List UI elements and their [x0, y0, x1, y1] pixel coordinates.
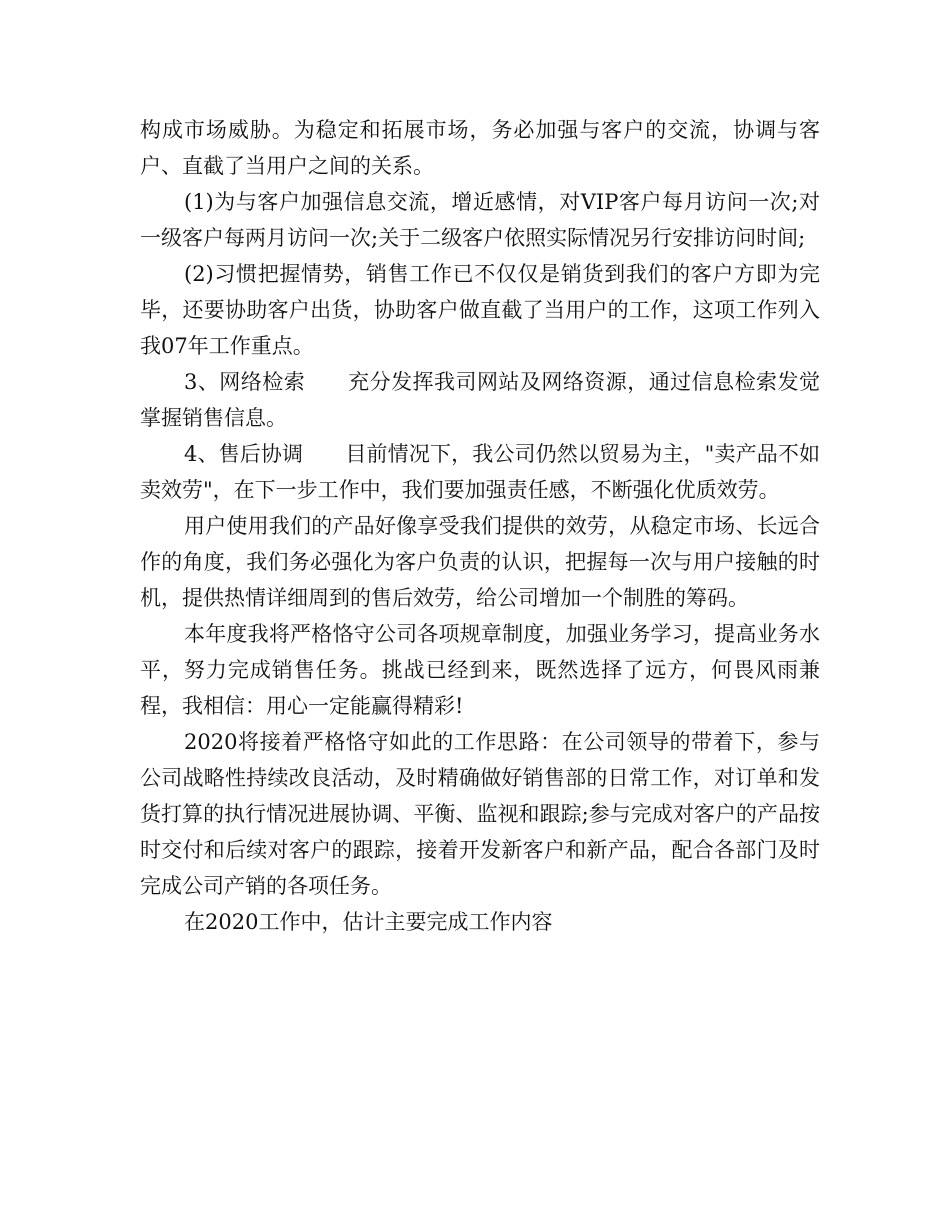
paragraph-4: 3、网络检索 充分发挥我司网站及网络资源，通过信息检索发觉掌握销售信息。 — [140, 370, 820, 430]
paragraph-2: (1)为与客户加强信息交流，增近感情，对VIP客户每月访问一次;对一级客户每两月访问一次;关于二级客户依照实际情况另行安排访问时间; — [140, 190, 820, 250]
paragraph-8: 2020将接着严格恪守如此的工作思路：在公司领导的带着下，参与公司战略性持续改良活动，及时精确做好销售部的日常工作，对订单和发货打算的执行情况进展协调、平衡、监视和跟踪;参与完成对客户的产品按时交付和后续对客户的跟踪，接着开发新客户和新产品，配合各部门及时完成公司产销的各项任务。 — [140, 730, 820, 898]
paragraph-9: 在2020工作中，估计主要完成工作内容 — [184, 910, 553, 934]
paragraph-7: 本年度我将严格恪守公司各项规章制度，加强业务学习，提高业务水平，努力完成销售任务。挑战已经到来，既然选择了远方，何畏风雨兼程，我相信：用心一定能赢得精彩! — [140, 622, 820, 718]
document-body — [140, 112, 820, 940]
paragraph-5: 4、售后协调 目前情况下，我公司仍然以贸易为主，"卖产品不如卖效劳"，在下一步工作中，我们要加强责任感，不断强化优质效劳。 — [140, 442, 820, 502]
paragraph-3: (2)习惯把握情势，销售工作已不仅仅是销货到我们的客户方即为完毕，还要协助客户出货，协助客户做直截了当用户的工作，这项工作列入我07年工作重点。 — [140, 262, 820, 358]
paragraph-1: 构成市场威胁。为稳定和拓展市场，务必加强与客户的交流，协调与客户、直截了当用户之间的关系。 — [140, 118, 820, 178]
paragraph-6: 用户使用我们的产品好像享受我们提供的效劳，从稳定市场、长远合作的角度，我们务必强化为客户负责的认识，把握每一次与用户接触的时机，提供热情详细周到的售后效劳，给公司增加一个制胜的筹码。 — [140, 514, 820, 610]
